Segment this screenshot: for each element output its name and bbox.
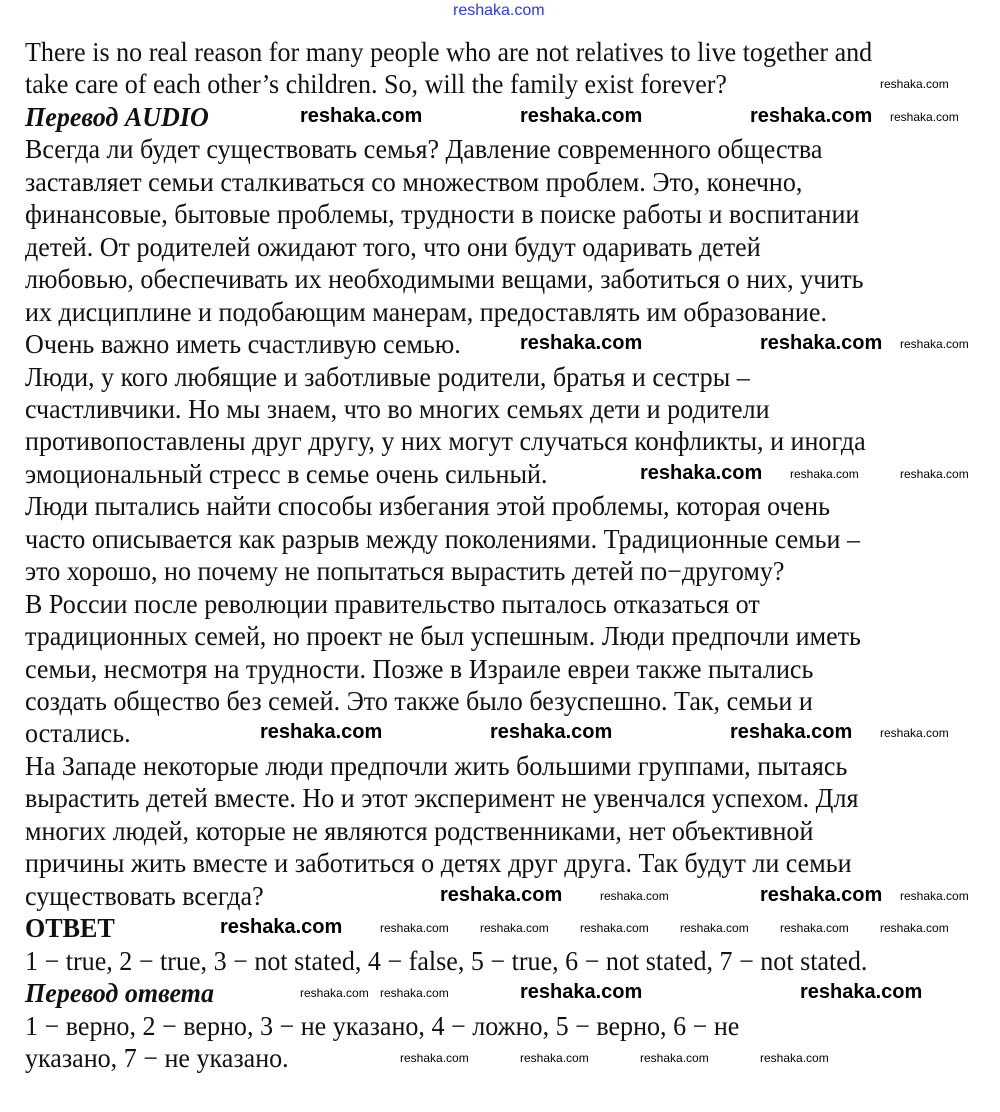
- text-line: остались.: [25, 718, 131, 749]
- watermark: reshaka.com: [900, 466, 969, 481]
- text-line: причины жить вместе и заботиться о детях друг друга. Так будут ли семьи: [25, 848, 852, 879]
- text-line: многих людей, которые не являются родственниками, нет объективной: [25, 815, 814, 846]
- text-line: вырастить детей вместе. Но и этот эксперимент не увенчался успехом. Для: [25, 783, 859, 814]
- watermark: reshaka.com: [760, 1050, 829, 1065]
- text-line: их дисциплине и подобающим манерам, предоставлять им образование.: [25, 296, 827, 327]
- section-heading: ОТВЕТ: [25, 913, 115, 944]
- text-line: There is no real reason for many people who are not relatives to live together and: [25, 37, 873, 67]
- watermark: reshaka.com: [680, 921, 749, 936]
- text-line: счастливчики. Но мы знаем, что во многих семьях дети и родители: [25, 393, 770, 424]
- watermark: reshaka.com: [400, 1050, 469, 1065]
- watermark: reshaka.com: [750, 104, 873, 127]
- watermark: reshaka.com: [900, 337, 969, 352]
- text-line: это хорошо, но почему не попытаться вырастить детей по−другому?: [25, 556, 785, 587]
- watermark: reshaka.com: [900, 888, 969, 903]
- watermark: reshaka.com: [730, 721, 853, 744]
- text-line: противопоставлены друг другу, у них могут случаться конфликты, и иногда: [25, 426, 866, 457]
- text-line: 1 − верно, 2 − верно, 3 − не указано, 4 − ложно, 5 − верно, 6 − не: [25, 1010, 740, 1041]
- watermark: reshaka.com: [520, 981, 643, 1004]
- watermark: reshaka.com: [520, 1050, 589, 1065]
- watermark: reshaka.com: [440, 883, 563, 906]
- watermark: reshaka.com: [380, 986, 449, 1001]
- text-line: В России после революции правительство пыталось отказаться от: [25, 588, 760, 619]
- text-line: семьи, несмотря на трудности. Позже в Израиле евреи также пытались: [25, 653, 814, 684]
- text-line: take care of each other’s children. So, will the family exist forever?: [25, 69, 728, 100]
- watermark: reshaka.com: [880, 726, 949, 741]
- watermark: reshaka.com: [640, 1050, 709, 1065]
- text-line: финансовые, бытовые проблемы, трудности в поиске работы и воспитании: [25, 199, 860, 230]
- text-line: На Западе некоторые люди предпочли жить большими группами, пытаясь: [25, 750, 848, 781]
- watermark: reshaka.com: [760, 883, 883, 906]
- watermark: reshaka.com: [580, 921, 649, 936]
- watermark: reshaka.com: [800, 981, 923, 1004]
- text-line: эмоциональный стресс в семье очень сильный.: [25, 458, 548, 489]
- text-line: детей. От родителей ожидают того, что они будут одаривать детей: [25, 231, 761, 262]
- text-line: указано, 7 − не указано.: [25, 1042, 289, 1073]
- text-line: заставляет семьи сталкиваться со множеством проблем. Это, конечно,: [25, 166, 803, 197]
- watermark: reshaka.com: [300, 986, 369, 1001]
- watermark: reshaka.com: [520, 332, 643, 355]
- text-line: любовью, обеспечивать их необходимыми вещами, заботиться о них, учить: [25, 264, 864, 295]
- text-line: Всегда ли будет существовать семья? Давление современного общества: [25, 134, 823, 165]
- text-line: часто описывается как разрыв между поколениями. Традиционные семьи –: [25, 523, 861, 554]
- text-line: Люди пытались найти способы избегания этой проблемы, которая очень: [25, 491, 831, 522]
- section-heading: Перевод AUDIO: [25, 101, 209, 132]
- watermark: reshaka.com: [520, 104, 643, 127]
- watermark: reshaka.com: [790, 466, 859, 481]
- watermark: reshaka.com: [220, 916, 343, 939]
- watermark: reshaka.com: [480, 921, 549, 936]
- watermark: reshaka.com: [890, 109, 959, 124]
- watermark: reshaka.com: [380, 921, 449, 936]
- watermark: reshaka.com: [300, 104, 423, 127]
- text-line: создать общество без семей. Это также было безуспешно. Так, семьи и: [25, 686, 813, 716]
- text-line: Люди, у кого любящие и заботливые родители, братья и сестры –: [25, 361, 750, 392]
- watermark: reshaka.com: [880, 921, 949, 936]
- section-heading: Перевод ответа: [25, 978, 214, 1009]
- watermark: reshaka.com: [260, 721, 383, 744]
- text-line: 1 − true, 2 − true, 3 − not stated, 4 − false, 5 − true, 6 − not stated, 7 − not stated.: [25, 945, 868, 976]
- text-line: Очень важно иметь счастливую семью.: [25, 329, 461, 360]
- site-header-watermark: reshaka.com: [453, 2, 545, 19]
- text-line: существовать всегда?: [25, 880, 264, 911]
- watermark: reshaka.com: [760, 332, 883, 355]
- watermark: reshaka.com: [640, 461, 763, 484]
- watermark: reshaka.com: [600, 888, 669, 903]
- text-line: традиционных семей, но проект не был успешным. Люди предпочли иметь: [25, 621, 861, 652]
- watermark: reshaka.com: [880, 77, 949, 92]
- watermark: reshaka.com: [490, 721, 613, 744]
- watermark: reshaka.com: [780, 921, 849, 936]
